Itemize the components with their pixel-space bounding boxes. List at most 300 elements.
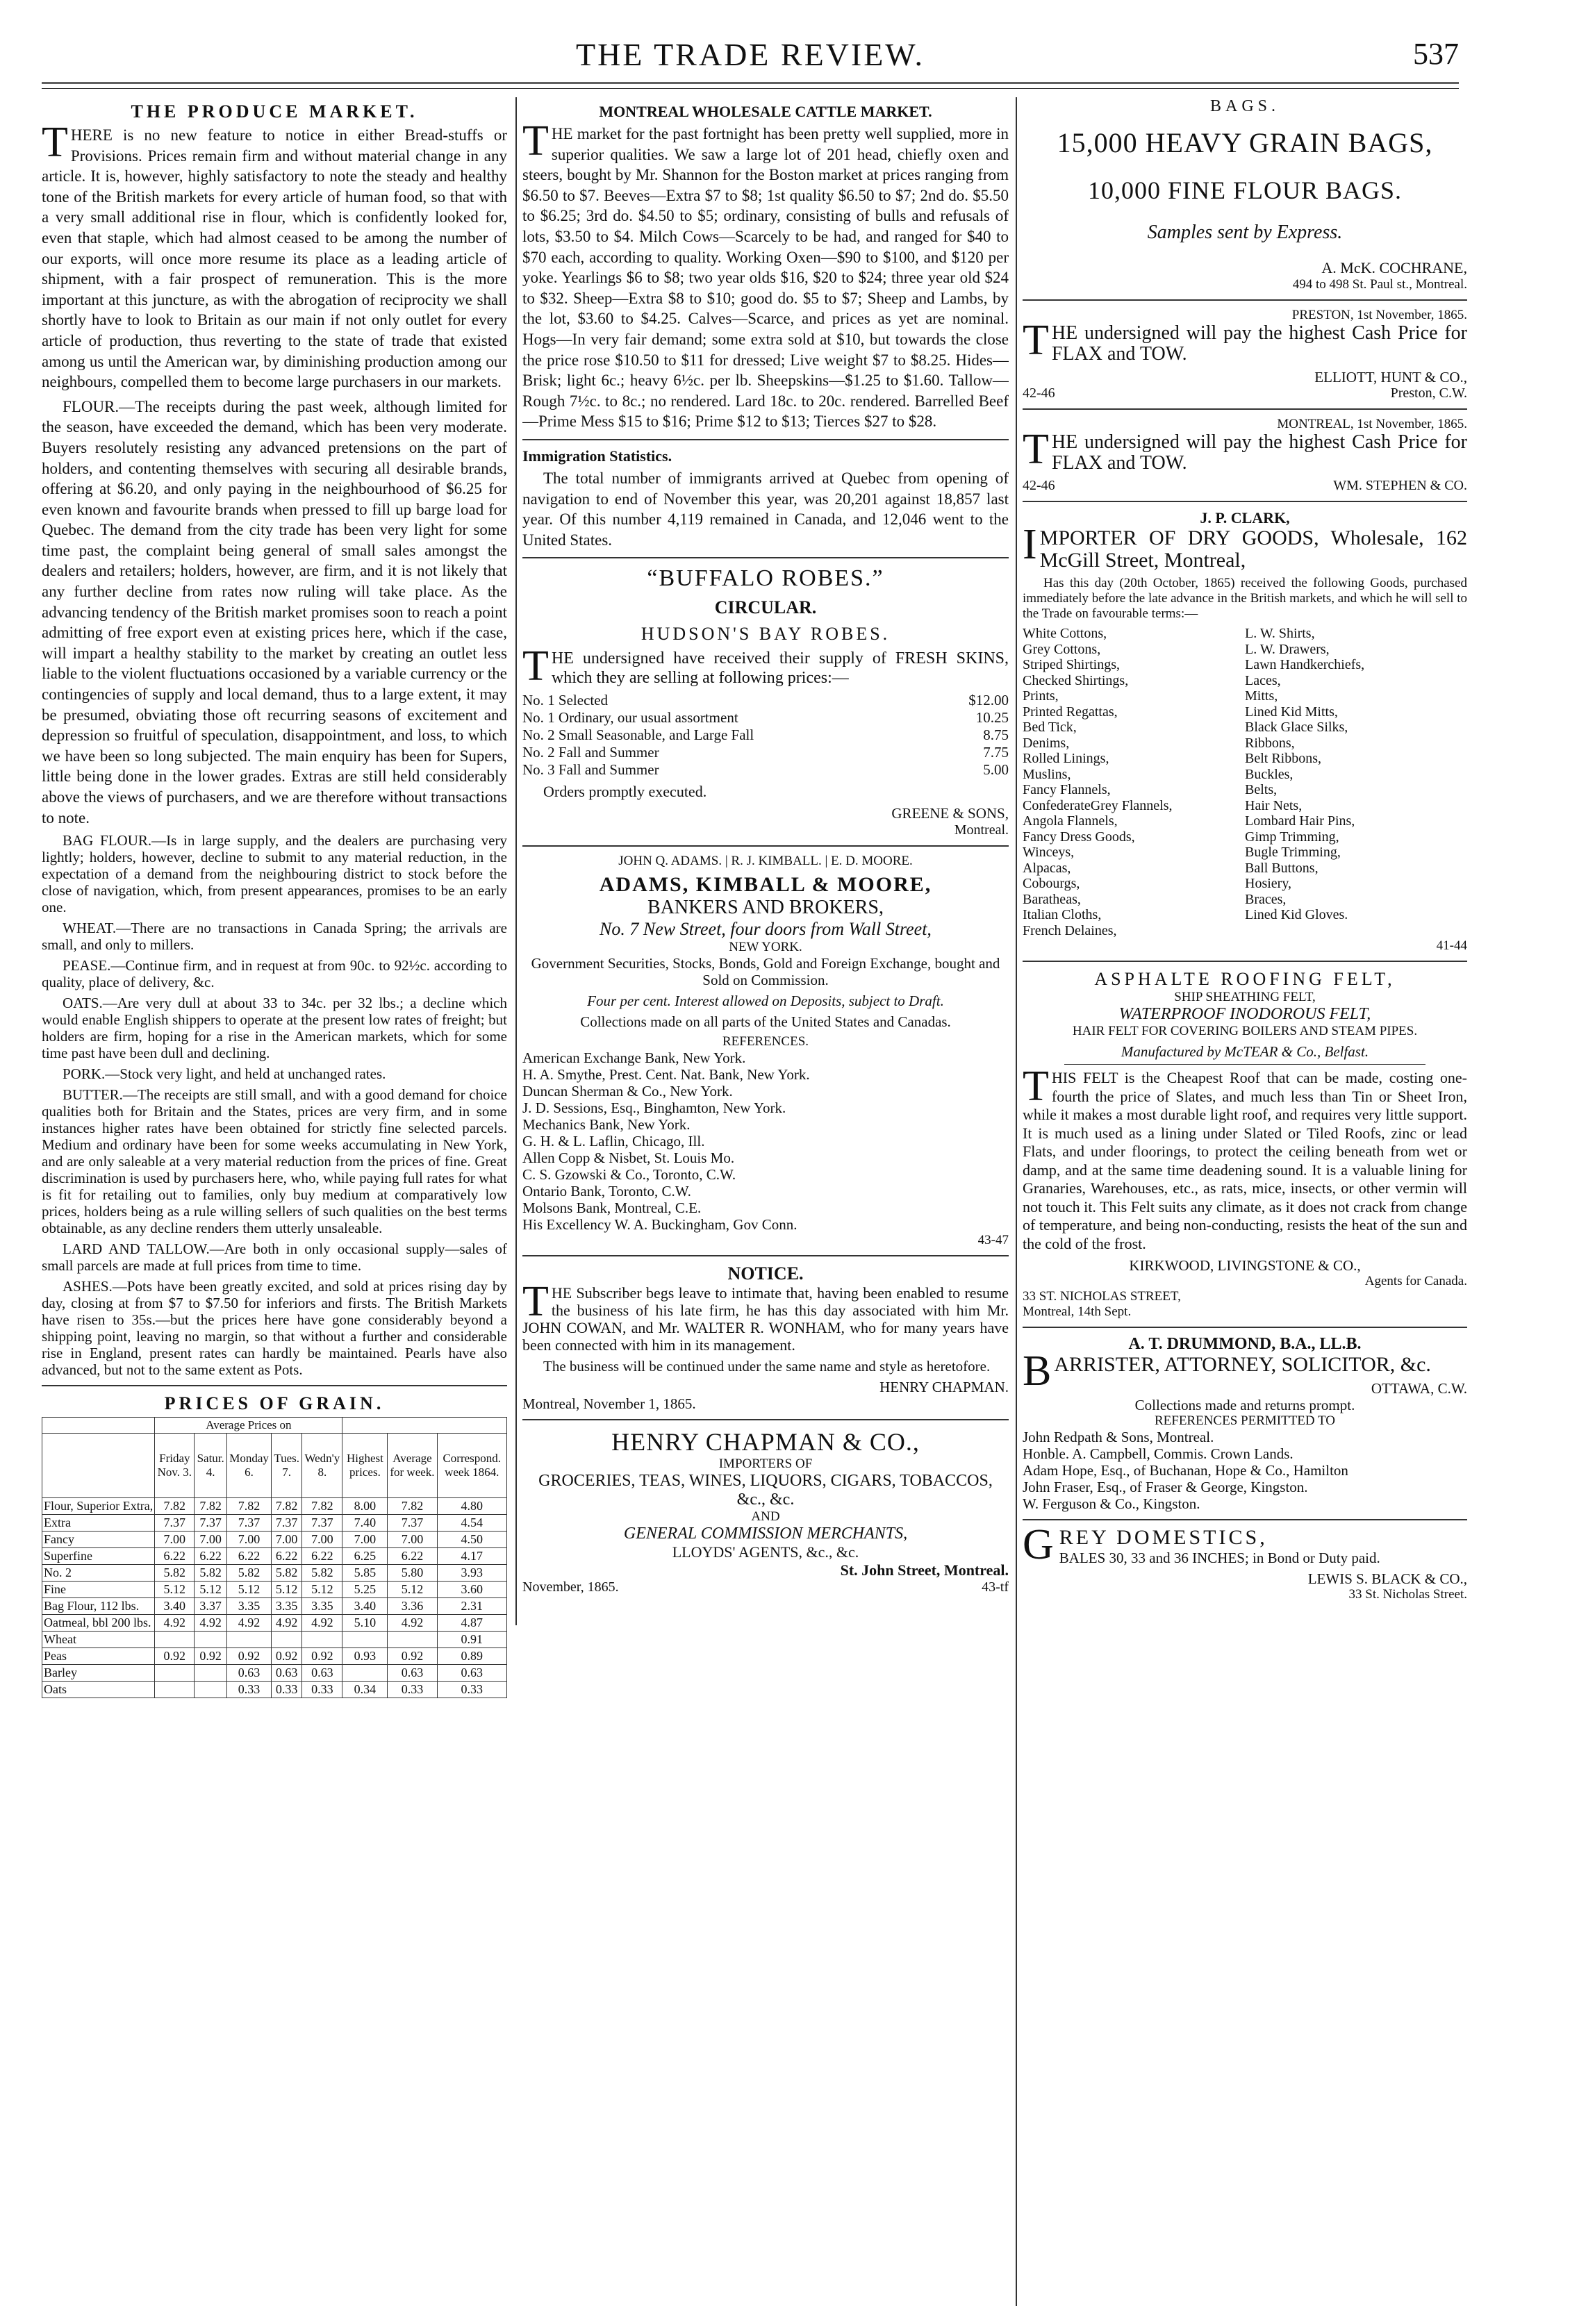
grain-cell: 7.00 <box>388 1532 437 1548</box>
grain-column-header: Wedn'y 8. <box>302 1434 342 1498</box>
adams-references <box>522 1049 1009 1233</box>
list-item: His Excellency W. A. Buckingham, Gov Conn. <box>522 1216 798 1234</box>
grain-column-header: Monday 6. <box>226 1434 271 1498</box>
grain-cell: 5.12 <box>226 1582 271 1598</box>
adams-subtitle: BANKERS AND BROKERS, <box>647 897 884 919</box>
buffalo-item-name: No. 1 Ordinary, our usual assortment <box>522 709 738 727</box>
list-item <box>522 761 1009 779</box>
list-item: Lombard Hair Pins, <box>1245 813 1355 829</box>
buffalo-item-name: No. 2 Small Seasonable, and Large Fall <box>522 727 754 744</box>
grain-cell <box>195 1632 227 1648</box>
grain-column-header: Average for week. <box>388 1434 437 1498</box>
bags-heading: BAGS. <box>1209 97 1280 115</box>
list-item: Buckles, <box>1245 766 1294 782</box>
grain-cell: 7.82 <box>302 1498 342 1515</box>
grain-cell <box>155 1665 195 1682</box>
table-row <box>42 1615 507 1632</box>
grain-cell: 0.63 <box>272 1665 302 1682</box>
drummond-line: Collections made and returns prompt. <box>1134 1397 1355 1413</box>
list-item: Ball Buttons, <box>1245 860 1319 876</box>
cattle-heading: MONTREAL WHOLESALE CATTLE MARKET. <box>599 103 932 120</box>
grain-row-label: Flour, Superior Extra, <box>42 1498 155 1515</box>
grain-column-headers <box>42 1434 507 1498</box>
divider <box>1023 1327 1467 1328</box>
grain-cell: 7.37 <box>272 1515 302 1532</box>
list-item: Alpacas, <box>1023 860 1071 876</box>
list-item: Braces, <box>1245 891 1287 907</box>
list-item: White Cottons, <box>1023 626 1107 641</box>
grain-cell <box>195 1682 227 1698</box>
produce-heading: THE PRODUCE MARKET. <box>131 101 418 122</box>
grain-cell: 5.12 <box>195 1582 227 1598</box>
list-item: Bed Tick, <box>1023 720 1077 735</box>
clark-code: 41-44 <box>1436 938 1467 953</box>
asphalte-date: Montreal, 14th Sept. <box>1023 1304 1132 1319</box>
grain-column-header: Highest prices. <box>342 1434 388 1498</box>
grain-cell <box>155 1632 195 1648</box>
divider <box>1064 1064 1425 1065</box>
column-3 <box>1023 97 1467 2306</box>
divider <box>522 845 1009 847</box>
grain-cell: 7.00 <box>155 1532 195 1548</box>
grain-cell: 7.37 <box>302 1515 342 1532</box>
grain-column-header: Correspond. week 1864. <box>437 1434 506 1498</box>
grain-cell: 5.10 <box>342 1615 388 1632</box>
grain-cell: 7.00 <box>195 1532 227 1548</box>
produce-intro: THERE is no new feature to notice in either Bread-stuffs or Provisions. Prices remain firm and without material change in any article. It is, however, highly satisfactory to note the steady and healthy tone of the British markets for every article of human food, so that with a very small additional rise in flour, which is confidently looked for, even that staple, which had almost ceased to be among the number of our exports, will once more resume its place as a leading article of shipment, with a fair prospect of remuneration. This is the more important at this juncture, as with the abrogation of reciprocity we shall shortly have to look to Britain as our main if not only outlet for every article of production, thus reverting to the state of trade that existed among us until the American war, by diminishing production among our neighbours, compelled them to become large purchasers in our markets. <box>42 119 507 391</box>
list-item: Grey Cottons, <box>1023 641 1101 657</box>
flax1-place: Preston, C.W. <box>1390 385 1467 401</box>
grain-row-label: Oatmeal, bbl 200 lbs. <box>42 1615 155 1632</box>
table-row <box>42 1665 507 1682</box>
grain-cell: 7.82 <box>195 1498 227 1515</box>
grain-cell: 3.37 <box>195 1598 227 1615</box>
grain-cell: 0.63 <box>437 1665 506 1682</box>
buffalo-price-list <box>522 692 1009 779</box>
list-item: John Fraser, Esq., of Fraser & George, Kingston. <box>1023 1479 1308 1495</box>
grain-cell: 0.63 <box>226 1665 271 1682</box>
grain-cell: 7.00 <box>226 1532 271 1548</box>
grain-cell: 0.33 <box>388 1682 437 1698</box>
flax1-name: ELLIOTT, HUNT & CO., <box>1314 369 1467 385</box>
produce-oats: OATS.—Are very dull at about 33 to 34c. per 32 lbs.; a decline which would enable English shippers to operate at the present low rates of freight; but holders are firm, hoping for a rise in the American markets, which for some time past have been dull and declining. <box>42 995 507 1062</box>
bags-name: A. McK. COCHRANE, <box>1321 259 1467 276</box>
header-rule <box>42 82 1459 89</box>
list-item: Mitts, <box>1245 688 1278 704</box>
grain-cell <box>342 1665 388 1682</box>
clark-title: IMPORTER OF DRY GOODS, Wholesale, 162 McGill Street, Montreal, <box>1023 521 1467 572</box>
grain-blank-header <box>342 1418 507 1434</box>
drummond-place: OTTAWA, C.W. <box>1371 1380 1467 1397</box>
grain-cell: 4.50 <box>437 1532 506 1548</box>
grain-cell: 2.31 <box>437 1598 506 1615</box>
grain-cell: 4.92 <box>388 1615 437 1632</box>
list-item: American Exchange Bank, New York. <box>522 1049 746 1067</box>
grain-column-header: Friday Nov. 3. <box>155 1434 195 1498</box>
produce-bag-flour: BAG FLOUR.—Is in large supply, and the dealers are purchasing very lightly; holders, however, decline to submit to any material reduction, in the expectation of a demand from the neighbouring district to stock before the close of navigation, which, from present appearances, promises to be an early one. <box>42 832 507 916</box>
list-item: L. W. Drawers, <box>1245 641 1330 657</box>
chapman-sub: IMPORTERS OF <box>718 1456 813 1472</box>
list-item <box>522 727 1009 744</box>
grain-cell: 7.37 <box>155 1515 195 1532</box>
produce-flour: FLOUR.—The receipts during the past week, although limited for the season, have exceeded the demand, which has been very moderate. Buyers resolutely resisting any advanced pretensions on the part of holders, and contenting themselves with securing all desirable brands, offering at $6.20, and only paying in the neighbourhood of $6.25 for even known and favourite brands when pressed to fill up barge load for Quebec. The demand from the city trade has been very light for some time past, the complaint being general of small sales amongst the dealers and retailers; holders, however, are firm, and it is not likely that any further decline from rates now ruling will take place. As the advancing tendency of the British market promises soon to reach a point admitting of free export even at existing prices here, which if the case, will impart a healthy stability to the market by creating an outlet less liable to the violent fluctuations occasioned by a variable currency or the contingencies of supply and local demand, thus to a large extent, it may be presumed, obviating those oft recurring seasons of excitement and depression so fruitful of speculation, disappointment, and loss, to which we have been so long subjected. The main enquiry has been for Supers, little being done in the lower grades. Extras are still held considerably above the views of purchasers, and we are therefore without transactions to note. <box>42 397 507 827</box>
notice-text2: The business will be continued under the same name and style as heretofore. <box>543 1358 991 1375</box>
grain-cell: 7.37 <box>388 1515 437 1532</box>
list-item: Hair Nets, <box>1245 797 1303 813</box>
bags-line1: 15,000 HEAVY GRAIN BAGS, <box>1057 127 1433 158</box>
list-item: Fancy Dress Goods, <box>1023 829 1135 845</box>
list-item: J. D. Sessions, Esq., Binghamton, New York. <box>522 1099 786 1117</box>
produce-pease: PEASE.—Continue firm, and in request at from 90c. to 92½c. according to quality, place of delivery, &c. <box>42 957 507 991</box>
grain-cell: 6.22 <box>272 1548 302 1565</box>
adams-address: No. 7 New Street, four doors from Wall Street, <box>600 919 932 940</box>
grain-cell: 5.12 <box>272 1582 302 1598</box>
flax1-code: 42-46 <box>1023 385 1055 401</box>
list-item: Checked Shirtings, <box>1023 672 1129 688</box>
asphalte-maker: Manufactured by McTEAR & Co., Belfast. <box>1121 1043 1369 1060</box>
adams-title: ADAMS, KIMBALL & MOORE, <box>599 873 932 897</box>
buffalo-place: Montreal. <box>954 822 1009 838</box>
grain-cell: 4.87 <box>437 1615 506 1632</box>
grain-cell <box>272 1632 302 1648</box>
chapman-goods: GROCERIES, TEAS, WINES, LIQUORS, CIGARS, TOBACCOS, &c., &c. <box>538 1472 993 1509</box>
grain-cell: 0.63 <box>388 1665 437 1682</box>
grain-cell: 5.12 <box>155 1582 195 1598</box>
grain-cell: 7.00 <box>272 1532 302 1548</box>
grain-table-body <box>42 1498 507 1698</box>
grain-cell: 4.92 <box>226 1615 271 1632</box>
grain-cell <box>195 1665 227 1682</box>
list-item: Adam Hope, Esq., of Buchanan, Hope & Co., Hamilton <box>1023 1462 1348 1479</box>
flax2-code: 42-46 <box>1023 478 1055 493</box>
list-item: Black Glace Silks, <box>1245 720 1348 735</box>
grain-row-label: Superfine <box>42 1548 155 1565</box>
table-row <box>42 1648 507 1665</box>
immigration-text: The total number of immigrants arrived at Quebec from opening of navigation to end of November this year, was 20,201 against 18,857 last year. Of this number 4,119 remained in Canada, and 12,046 went to the United States. <box>522 469 1009 549</box>
asphalte-text: THIS FELT is the Cheapest Roof that can be made, costing one-fourth the price of Slates, and much less than Tin or Sheet Iron, while it makes a most durable light roof, and requires very little support. It is much used as a lining under Slated or Tiled Roofs, zinc or lead Flats, and under floorings, to protect the ceiling beneath from wet or damp, and at the same time deadening sound. It is a valuable lining for Granaries, Warehouses, etc., as rats, mice, insects, or other vermin will not touch it. This Felt suits any climate, as it does not crack from change of temperature, and being non-conducting, resists the heat of the sun and the cold of the frost. <box>1023 1063 1467 1252</box>
running-head <box>42 36 1459 78</box>
produce-wheat: WHEAT.—There are no transactions in Canada Spring; the arrivals are small, and only to millers. <box>42 920 507 954</box>
grain-price-table <box>42 1417 507 1698</box>
list-item: Baratheas, <box>1023 891 1081 907</box>
column-divider-2 <box>1016 97 1017 2306</box>
grain-cell: 0.92 <box>226 1648 271 1665</box>
list-item: Honble. A. Campbell, Commis. Crown Lands. <box>1023 1445 1294 1462</box>
buffalo-note: Orders promptly executed. <box>543 783 707 801</box>
list-item: Prints, <box>1023 688 1059 704</box>
grain-cell: 7.00 <box>342 1532 388 1548</box>
list-item <box>522 709 1009 727</box>
buffalo-item-price: 8.75 <box>983 727 1009 744</box>
grain-cell: 0.92 <box>388 1648 437 1665</box>
list-item: Belts, <box>1245 782 1278 797</box>
grain-row-label: Extra <box>42 1515 155 1532</box>
adams-line2: Four per cent. Interest allowed on Deposits, subject to Draft. <box>587 993 944 1010</box>
list-item: Lawn Handkerchiefs, <box>1245 657 1365 672</box>
divider <box>1023 1519 1467 1520</box>
asphalte-address: 33 ST. NICHOLAS STREET, <box>1023 1289 1181 1304</box>
grain-cell <box>226 1632 271 1648</box>
list-item: W. Ferguson & Co., Kingston. <box>1023 1495 1200 1512</box>
buffalo-item-price: 10.25 <box>975 709 1009 727</box>
list-item: Lined Kid Mitts, <box>1245 704 1338 720</box>
chapman-date: November, 1865. <box>522 1579 619 1595</box>
buffalo-intro: THE undersigned have received their supply of FRESH SKINS, which they are selling at following prices:— <box>522 642 1009 690</box>
grain-row-label: Bag Flour, 112 lbs. <box>42 1598 155 1615</box>
grain-row-label: No. 2 <box>42 1565 155 1582</box>
grain-cell: 5.82 <box>272 1565 302 1582</box>
bags-line2: 10,000 FINE FLOUR BAGS. <box>1087 176 1403 204</box>
grain-cell: 0.33 <box>272 1682 302 1698</box>
produce-pork: PORK.—Stock very light, and held at unchanged rates. <box>63 1065 386 1083</box>
adams-line3: Collections made on all parts of the United States and Canadas. <box>580 1013 951 1031</box>
cattle-text: THE market for the past fortnight has been pretty well supplied, more in superior qualities. We saw a large lot of 201 head, chiefly oxen and steers, bought by Mr. Shannon for the Boston market at prices ranging from $6.50 to $7. Beeves—Extra $7 to $8; 1st quality $6.50 to $7; 2nd do. $5.50 to $6.25; 3rd do. $4.50 to $5; ordinary, consisting of bulls and refusals of lots, $3.50 to $4. Milch Cows—Scarcely to be had, and ranged for $40 to $70 each, according to quality. Working Oxen—$90 to $100, and $120 per yoke. Yearlings $6 to $8; two year olds $16, $20 to $24; three year old $24 to $32. Sheep—Extra $8 to $10; good do. $5 to $7; Sheep and Lambs, by the lot, $3.60 to $4.25. Calves—Scarce, and prices as yet are nominal. Hogs—In very fair demand; some extra sold at $10, but towards the close the price rose $10.50 to $11 for dressed; Live weight $7 to $8.25. Hides—Brisk; light 6c.; heavy 6½c. per lb. Sheepskins—$1.25 to $1.60. Tallow—Rough 7½c. to 8c.; no rendered. Lard 18c. to 20c. rendered. Barrelled Beef—Prime Mess $15 to $16; Prime $12 to $13; Tierces $27 to $28. <box>522 117 1009 431</box>
grain-cell: 5.12 <box>302 1582 342 1598</box>
buffalo-circular: CIRCULAR. <box>714 597 817 618</box>
list-item: H. A. Smythe, Prest. Cent. Nat. Bank, New York. <box>522 1066 810 1084</box>
clark-name: J. P. CLARK, <box>1200 509 1290 526</box>
grain-cell: 6.25 <box>342 1548 388 1565</box>
list-item: Angola Flannels, <box>1023 813 1118 829</box>
grey-name: LEWIS S. BLACK & CO., <box>1307 1570 1467 1587</box>
chapman-title: HENRY CHAPMAN & CO., <box>611 1428 920 1456</box>
table-row <box>42 1515 507 1532</box>
divider <box>42 1385 507 1386</box>
flax2-date: MONTREAL, 1st November, 1865. <box>1277 417 1467 431</box>
grey-title: GREY DOMESTICS, <box>1023 1521 1268 1568</box>
notice-text: THE Subscriber begs leave to intimate that, having been enabled to resume the business of his late firm, he has this day associated with him Mr. JOHN COWAN, and Mr. WALTER R. WONHAM, who for many years have been connected with him in its management. <box>522 1278 1009 1354</box>
chapman-and: AND <box>751 1509 780 1525</box>
grain-column-header: Satur. 4. <box>195 1434 227 1498</box>
grain-heading: PRICES OF GRAIN. <box>164 1393 385 1414</box>
grain-cell: 0.92 <box>155 1648 195 1665</box>
list-item: Denims, <box>1023 735 1070 751</box>
grain-cell <box>388 1632 437 1648</box>
drummond-refs-heading: REFERENCES PERMITTED TO <box>1154 1413 1336 1428</box>
list-item: Lined Kid Gloves. <box>1245 907 1348 922</box>
drummond-name: A. T. DRUMMOND, B.A., LL.B. <box>1128 1335 1362 1353</box>
chapman-code: 43-tf <box>982 1579 1009 1595</box>
grain-cell: 4.17 <box>437 1548 506 1565</box>
list-item: Italian Cloths, <box>1023 907 1102 922</box>
table-row <box>42 1582 507 1598</box>
buffalo-sub: HUDSON'S BAY ROBES. <box>641 624 891 645</box>
list-item: French Delaines, <box>1023 922 1117 938</box>
grain-cell: 5.82 <box>226 1565 271 1582</box>
flax1-date: PRESTON, 1st November, 1865. <box>1291 308 1467 322</box>
grain-cell: 0.91 <box>437 1632 506 1648</box>
grain-cell: 3.40 <box>342 1598 388 1615</box>
list-item: G. H. & L. Laflin, Chicago, Ill. <box>522 1133 705 1150</box>
grain-cell: 7.82 <box>226 1498 271 1515</box>
list-item: Printed Regattas, <box>1023 704 1118 720</box>
list-item: Hosiery, <box>1245 876 1292 891</box>
grain-cell: 0.92 <box>272 1648 302 1665</box>
grain-cell: 0.33 <box>437 1682 506 1698</box>
grain-cell: 0.92 <box>195 1648 227 1665</box>
grain-cell: 0.63 <box>302 1665 342 1682</box>
list-item: C. S. Gzowski & Co., Toronto, C.W. <box>522 1166 736 1184</box>
grain-cell: 3.35 <box>226 1598 271 1615</box>
buffalo-sign: GREENE & SONS, <box>891 805 1009 822</box>
grain-row-label: Barley <box>42 1665 155 1682</box>
list-item: Laces, <box>1245 672 1281 688</box>
list-item: Rolled Linings, <box>1023 751 1109 766</box>
list-item: Cobourgs, <box>1023 876 1080 891</box>
flax2-name: WM. STEPHEN & CO. <box>1333 478 1467 493</box>
asphalte-sub3: HAIR FELT FOR COVERING BOILERS AND STEAM PIPES. <box>1072 1024 1418 1038</box>
asphalte-agents2: Agents for Canada. <box>1364 1274 1467 1288</box>
grain-cell: 0.33 <box>226 1682 271 1698</box>
grain-cell: 7.37 <box>226 1515 271 1532</box>
list-item: Allen Copp & Nisbet, St. Louis Mo. <box>522 1149 735 1167</box>
grain-cell: 5.82 <box>195 1565 227 1582</box>
buffalo-item-name: No. 1 Selected <box>522 692 609 709</box>
drummond-title: BARRISTER, ATTORNEY, SOLICITOR, &c. <box>1023 1347 1431 1395</box>
grain-cell: 6.22 <box>302 1548 342 1565</box>
grain-cell: 5.80 <box>388 1565 437 1582</box>
grain-cell: 7.00 <box>302 1532 342 1548</box>
grain-cell <box>155 1682 195 1698</box>
page-number: 537 <box>1413 37 1459 71</box>
divider <box>1023 299 1467 301</box>
list-item: Ontario Bank, Toronto, C.W. <box>522 1183 691 1200</box>
grey-text: BALES 30, 33 and 36 INCHES; in Bond or Duty paid. <box>1059 1550 1380 1566</box>
grain-cell: 6.22 <box>388 1548 437 1565</box>
list-item <box>522 744 1009 761</box>
grain-cell: 7.82 <box>388 1498 437 1515</box>
buffalo-item-price: 7.75 <box>983 744 1009 761</box>
grain-cell: 4.92 <box>155 1615 195 1632</box>
list-item <box>522 692 1009 709</box>
grain-cell: 0.92 <box>302 1648 342 1665</box>
grain-cell: 0.34 <box>342 1682 388 1698</box>
column-divider-1 <box>515 97 517 1625</box>
list-item: Mechanics Bank, New York. <box>522 1116 691 1134</box>
grain-cell: 3.35 <box>272 1598 302 1615</box>
grain-cell: 0.93 <box>342 1648 388 1665</box>
grain-corner <box>42 1434 155 1498</box>
list-item: Duncan Sherman & Co., New York. <box>522 1083 733 1100</box>
column-1 <box>42 97 507 2306</box>
asphalte-agents: KIRKWOOD, LIVINGSTONE & CO., <box>1129 1257 1361 1274</box>
divider <box>522 1255 1009 1256</box>
grain-cell: 7.40 <box>342 1515 388 1532</box>
grain-cell: 3.93 <box>437 1565 506 1582</box>
list-item: Fancy Flannels, <box>1023 782 1111 797</box>
divider <box>522 1419 1009 1420</box>
grain-label-header <box>42 1418 155 1434</box>
adams-partners: JOHN Q. ADAMS. | R. J. KIMBALL. | E. D. MOORE. <box>618 854 913 869</box>
bags-samples: Samples sent by Express. <box>1147 222 1343 243</box>
grain-cell: 4.92 <box>302 1615 342 1632</box>
clark-intro: Has this day (20th October, 1865) received the following Goods, purchased immediately before the late advance in the British markets, and which he will sell to the Trade on favourable terms:— <box>1023 576 1467 621</box>
list-item: Muslins, <box>1023 766 1071 782</box>
notice-sign: HENRY CHAPMAN. <box>879 1379 1009 1396</box>
buffalo-title: “BUFFALO ROBES.” <box>647 565 884 592</box>
bags-address: 494 to 498 St. Paul st., Montreal. <box>1292 277 1467 292</box>
list-item: Molsons Bank, Montreal, C.E. <box>522 1200 702 1217</box>
grain-cell: 7.37 <box>195 1515 227 1532</box>
grain-cell: 8.00 <box>342 1498 388 1515</box>
produce-ashes: ASHES.—Pots have been greatly excited, and sold at prices rising day by day, closing at from $7 to $7.50 for inferiors and firsts. The British Markets have risen to 35s.—but the prices here have gone considerably beyond a shipping point, leaving no margin, so that without a further and considerable rise in England, present rates can hardly be maintained. Pearls have also advanced, but not to the same extent as Pots. <box>42 1278 507 1379</box>
grain-cell <box>342 1632 388 1648</box>
column-2 <box>522 97 1009 2306</box>
page-title: THE TRADE REVIEW. <box>575 37 925 72</box>
chapman-general: GENERAL COMMISSION MERCHANTS, <box>623 1525 908 1543</box>
grain-cell: 6.22 <box>226 1548 271 1565</box>
divider <box>1023 961 1467 962</box>
table-row <box>42 1498 507 1515</box>
asphalte-title: ASPHALTE ROOFING FELT, <box>1094 969 1396 989</box>
buffalo-item-name: No. 3 Fall and Summer <box>522 761 659 779</box>
grain-cell: 4.80 <box>437 1498 506 1515</box>
table-row <box>42 1548 507 1565</box>
buffalo-item-name: No. 2 Fall and Summer <box>522 744 659 761</box>
grain-cell: 6.22 <box>155 1548 195 1565</box>
adams-code: 43-47 <box>977 1233 1009 1248</box>
chapman-lloyds: LLOYDS' AGENTS, &c., &c. <box>672 1543 859 1561</box>
list-item: Winceys, <box>1023 845 1075 860</box>
flax1-text: THE undersigned will pay the highest Cash Price for FLAX and TOW. <box>1023 317 1467 365</box>
list-item: L. W. Shirts, <box>1245 626 1315 641</box>
grain-row-label: Fancy <box>42 1532 155 1548</box>
asphalte-sub2: WATERPROOF INODOROUS FELT, <box>1118 1005 1371 1023</box>
notice-heading: NOTICE. <box>727 1263 804 1284</box>
grain-cell: 7.82 <box>155 1498 195 1515</box>
grain-cell: 5.25 <box>342 1582 388 1598</box>
buffalo-item-price: $12.00 <box>968 692 1009 709</box>
adams-refs-heading: REFERENCES. <box>722 1034 809 1049</box>
grain-row-label: Oats <box>42 1682 155 1698</box>
grey-address: 33 St. Nicholas Street. <box>1348 1587 1467 1602</box>
grain-cell: 4.54 <box>437 1515 506 1532</box>
list-item: Gimp Trimming, <box>1245 829 1339 845</box>
grain-cell: 5.82 <box>302 1565 342 1582</box>
asphalte-sub1: SHIP SHEATHING FELT, <box>1174 990 1316 1004</box>
grain-row-label: Peas <box>42 1648 155 1665</box>
grain-cell: 6.22 <box>195 1548 227 1565</box>
grain-cell: 3.36 <box>388 1598 437 1615</box>
grain-cell: 7.82 <box>272 1498 302 1515</box>
table-row <box>42 1532 507 1548</box>
table-row <box>42 1565 507 1582</box>
buffalo-item-price: 5.00 <box>983 761 1009 779</box>
adams-city: NEW YORK. <box>729 940 802 955</box>
grain-cell <box>302 1632 342 1648</box>
grain-group-header: Average Prices on <box>155 1418 342 1434</box>
list-item: Ribbons, <box>1245 735 1295 751</box>
drummond-references <box>1023 1429 1467 1512</box>
produce-lard: LARD AND TALLOW.—Are both in only occasional supply—sales of small parcels are made at full prices from time to time. <box>42 1240 507 1275</box>
grain-row-label: Fine <box>42 1582 155 1598</box>
grain-cell: 0.89 <box>437 1648 506 1665</box>
flax2-text: THE undersigned will pay the highest Cash Price for FLAX and TOW. <box>1023 426 1467 474</box>
chapman-street: St. John Street, Montreal. <box>840 1561 1009 1579</box>
table-row <box>42 1632 507 1648</box>
grain-row-label: Wheat <box>42 1632 155 1648</box>
grain-cell: 5.12 <box>388 1582 437 1598</box>
divider <box>1023 408 1467 410</box>
grain-cell: 3.60 <box>437 1582 506 1598</box>
immigration-heading: Immigration Statistics. <box>522 447 672 465</box>
grain-cell: 3.35 <box>302 1598 342 1615</box>
grain-cell: 4.92 <box>272 1615 302 1632</box>
clark-goods-list <box>1023 626 1467 938</box>
divider <box>1023 501 1467 502</box>
divider <box>522 439 1009 440</box>
grain-column-header: Tues. 7. <box>272 1434 302 1498</box>
